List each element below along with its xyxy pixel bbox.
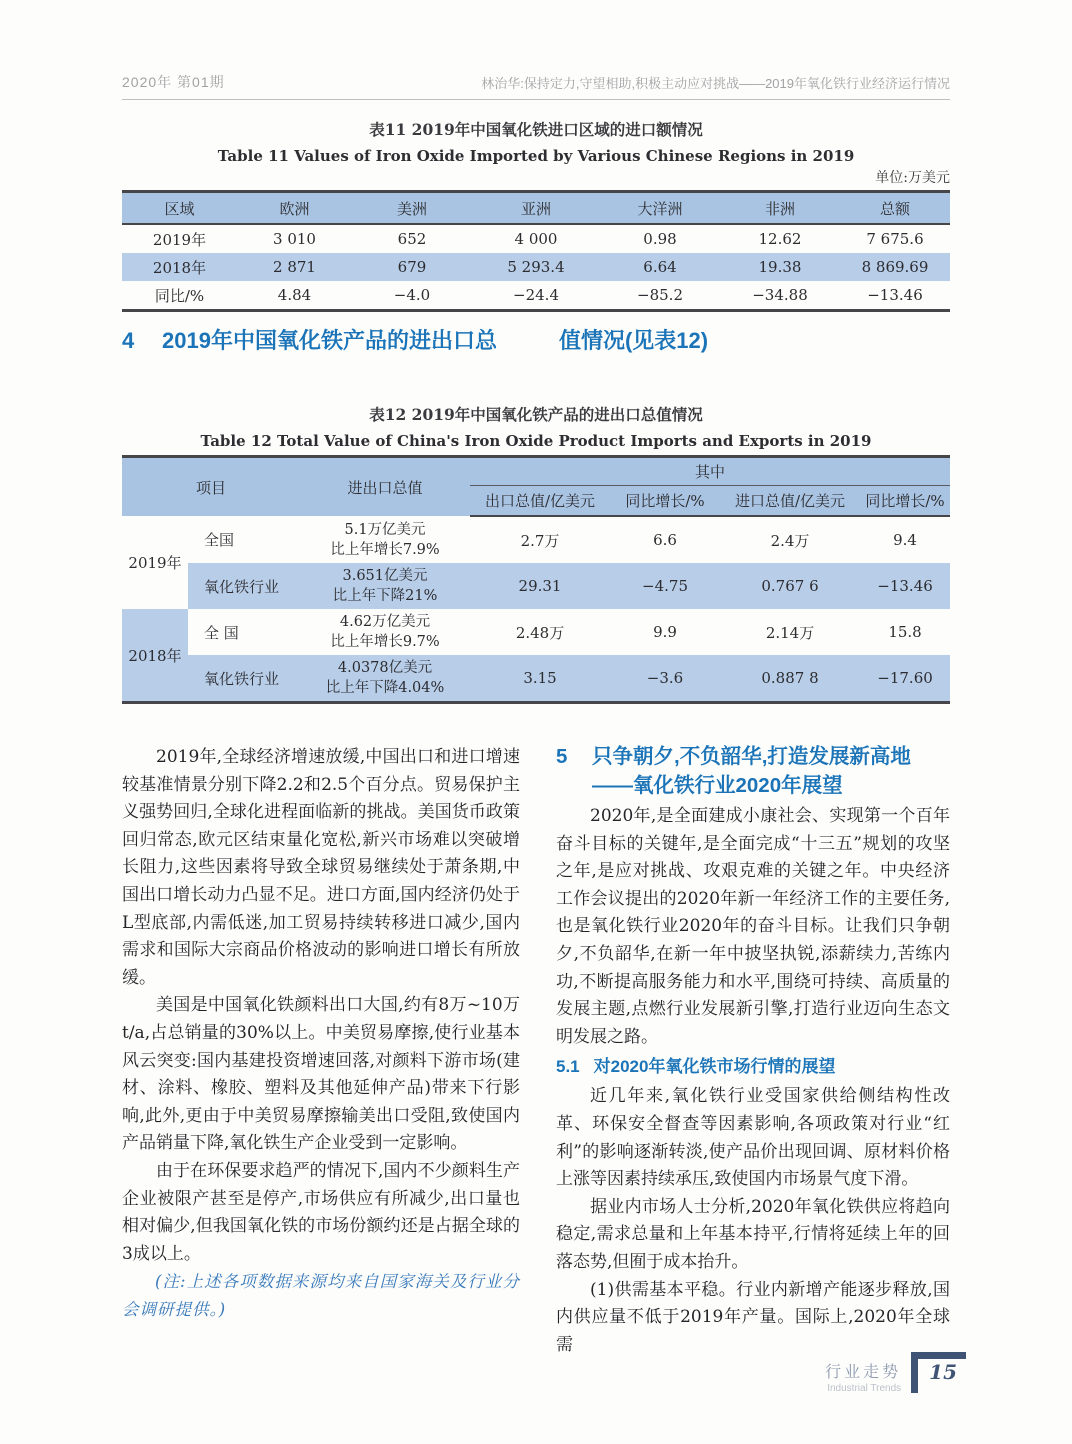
right-column	[556, 742, 950, 1359]
running-title: 林治华:保持定力,守望相助,积极主动应对挑战——2019年氧化铁行业经济运行情况	[481, 76, 950, 91]
table11-header-cell: 亚洲	[472, 192, 600, 225]
table-cell: 3 010	[273, 230, 316, 248]
table-cell: 2.14万	[765, 623, 815, 642]
footer-section-en: Industrial Trends	[827, 1383, 902, 1394]
paragraph: 据业内市场人士分析,2020年氧化铁供应将趋向稳定,需求总量和上年基本持平,行情将延续上年的回落态势,但囿于成本抬升。	[556, 1196, 950, 1272]
table-cell: 3.15	[470, 655, 610, 703]
table12-caption-en: Table 12 Total Value of China's Iron Oxide Product Imports and Exports in 2019	[200, 432, 872, 450]
paragraph: 2020年,是全面建成小康社会、实现第一个百年奋斗目标的关键年,是全面完成“十三五”规划的攻坚之年,是应对挑战、攻艰克难的关键之年。中央经济工作会议提出的2020年新一年经济工作的主要任务,也是氧化铁行业2020年的奋斗目标。让我们只争朝夕,不负韶华,在新一年中披坚执锐,添薪续力,苦练内功,不断提高服务能力和水平,围绕可持续、高质量的发展主题,点燃行业发展新引擎,打造行业迈向生态文明发展之路。	[556, 806, 950, 1047]
total-line1: 4.62万亿美元	[339, 614, 431, 630]
table-cell: 6.6	[653, 531, 677, 549]
table-cell: 0.887 8	[720, 655, 860, 703]
table11	[122, 190, 950, 312]
table11-header-cell: 总额	[840, 192, 950, 225]
table-cell: −34.88	[752, 286, 808, 304]
table-cell: −4.75	[610, 563, 720, 609]
table12-header-sub: 出口总值/亿美元	[470, 486, 610, 517]
table-cell: 0.767 6	[720, 563, 860, 609]
table-cell: −13.46	[860, 563, 950, 609]
table11-caption-cn: 表11 2019年中国氧化铁进口区域的进口额情况	[369, 120, 703, 139]
paragraph: 美国是中国氧化铁颜料出口大国,约有8万~10万t/a,占总销量的30%以上。中美贸易摩擦,使行业基本风云突变:国内基建投资增速回落,对颜料下游市场(建材、涂料、橡胶、塑料及其他延伸产品)带来下行影响,此外,更由于中美贸易摩擦输美出口受阻,致使国内产品销量下降,氧化铁生产企业受到一定影响。	[122, 995, 520, 1154]
table11-caption-en: Table 11 Values of Iron Oxide Imported by Various Chinese Regions in 2019	[217, 147, 855, 165]
table12-header-item: 项目	[122, 457, 300, 517]
table-cell-total	[300, 655, 470, 703]
paragraph: 近几年来,氧化铁行业受国家供给侧结构性改革、环保安全督查等因素影响,各项政策对行业“红利”的影响逐渐转淡,使产品价出现回调、原材料价格上涨等因素持续承压,致使国内市场景气度下滑。	[556, 1086, 951, 1190]
page-number: 15	[929, 1360, 957, 1384]
table11-caption	[122, 118, 950, 165]
table11-header-cell: 区域	[122, 192, 237, 225]
table-cell: −3.6	[610, 655, 720, 703]
table11-header-cell: 非洲	[720, 192, 840, 225]
footer-section-labels	[825, 1359, 901, 1394]
paragraph: 2019年,全球经济增速放缓,中国出口和进口增速较基准情景分别下降2.2和2.5个百分点。贸易保护主义强势回归,全球化进程面临新的挑战。美国货币政策回归常态,欧元区结束量化宽松,新兴市场难以突破增长阻力,这些因素将导致全球贸易继续处于萧条期,中国出口增长动力凸显不足。进口方面,国内经济仍处于L型底部,内需低迷,加工贸易持续转移进口减少,国内需求和国际大宗商品价格波动的影响进口增长有所放缓。	[122, 747, 520, 988]
data-source-note: (注:上述各项数据来源均来自国家海关及行业分会调研提供。)	[122, 1272, 520, 1320]
table-cell: −4.0	[393, 286, 431, 304]
table-cell-total	[300, 609, 470, 655]
table-cell-year: 2019年	[128, 554, 182, 572]
table12-row-2018-industry	[122, 655, 950, 703]
table12-header-sub: 同比增长/%	[860, 486, 950, 517]
table-cell: 29.31	[470, 563, 610, 609]
table-cell: 652	[397, 230, 427, 248]
section4-title-part1: 2019年中国氧化铁产品的进出口总	[162, 328, 497, 353]
table-cell: 4.84	[277, 286, 312, 304]
table-cell: −13.46	[867, 286, 923, 304]
table-cell: 4 000	[514, 230, 558, 248]
section4-number: 4	[122, 328, 135, 353]
table12-caption-cn: 表12 2019年中国氧化铁产品的进出口总值情况	[369, 405, 703, 424]
table-cell: 2.48万	[515, 623, 565, 642]
total-line2: 比上年增长9.7%	[330, 634, 440, 650]
table-cell-scope: 氧化铁行业	[188, 655, 300, 703]
table-cell: 5 293.4	[472, 253, 600, 281]
table-cell-total	[300, 516, 470, 563]
table11-row-2018	[122, 253, 950, 281]
table-cell: 6.64	[600, 253, 720, 281]
table-cell: 2.4万	[770, 531, 810, 550]
section5-title: 只争朝夕,不负韶华,打造发展新高地——氧化铁行业2020年展望	[592, 745, 911, 797]
table12-header-row1	[122, 457, 950, 486]
footer-section-cn: 行业走势	[825, 1364, 902, 1381]
table11-header-row	[122, 192, 950, 225]
table12-header-sub: 同比增长/%	[610, 486, 720, 517]
table12-row-2018-national	[122, 609, 950, 655]
table-cell: 同比/%	[154, 286, 205, 305]
section4-title-part2: 值情况(见表12)	[558, 328, 709, 353]
running-head	[122, 72, 950, 100]
left-column	[122, 744, 520, 1324]
table12-caption	[122, 403, 950, 450]
table-cell-year: 2018年	[122, 609, 188, 703]
table-cell: 0.98	[643, 230, 677, 248]
table-cell: 2018年	[122, 253, 237, 281]
table12-header-total: 进出口总值	[300, 457, 470, 517]
table-cell: 2 871	[237, 253, 352, 281]
table-cell: 19.38	[720, 253, 840, 281]
section51-title: 对2020年氧化铁市场行情的展望	[593, 1057, 836, 1077]
table-cell: 679	[352, 253, 472, 281]
table12-row-2019-industry	[122, 563, 950, 609]
section5-heading	[556, 742, 950, 800]
table-cell: 9.4	[893, 531, 917, 549]
total-line2: 比上年增长7.9%	[330, 541, 440, 558]
section51-heading	[556, 1052, 950, 1082]
page-number-box	[911, 1352, 966, 1393]
table-cell: −85.2	[637, 286, 683, 304]
total-line2: 比上年下降4.04%	[325, 680, 445, 696]
table-cell: −17.60	[860, 655, 950, 703]
table12-row-2019-national	[122, 516, 950, 563]
table-cell: 15.8	[888, 623, 922, 641]
table12-header-group: 其中	[470, 457, 950, 486]
paragraph: 由于在环保要求趋严的情况下,国内不少颜料生产企业被限产甚至是停产,市场供应有所减少,出口量也相对偏少,但我国氧化铁的市场份额约还是占据全球的3成以上。	[122, 1160, 520, 1264]
section51-number: 5.1	[556, 1057, 580, 1077]
table11-header-cell: 大洋洲	[600, 192, 720, 225]
table11-unit: 单位:万美元	[875, 170, 950, 186]
table12	[122, 455, 950, 704]
total-line1: 4.0378亿美元	[337, 660, 433, 676]
total-line1: 3.651亿美元	[342, 568, 428, 584]
table-cell: 2.7万	[520, 531, 560, 550]
table-cell: 7 675.6	[866, 230, 924, 248]
total-line1: 5.1万亿美元	[344, 521, 426, 538]
table-cell-scope: 全 国	[204, 623, 239, 642]
table11-header-cell: 美洲	[352, 192, 472, 225]
paragraph: (1)供需基本平稳。行业内新增产能逐步释放,国内供应量不低于2019年产量。国际上,2020年全球需	[556, 1279, 950, 1355]
table11-header-cell: 欧洲	[237, 192, 352, 225]
table-cell: −24.4	[513, 286, 559, 304]
section5-number: 5	[556, 745, 568, 768]
total-line2: 比上年下降21%	[332, 588, 438, 604]
section4-heading	[122, 326, 950, 356]
table-cell-scope: 氧化铁行业	[188, 563, 300, 609]
table-cell-total	[300, 563, 470, 609]
page-footer	[825, 1352, 966, 1394]
table-cell: 12.62	[758, 230, 802, 248]
table-cell: 9.9	[653, 623, 677, 641]
table11-row-2019	[122, 224, 950, 253]
table-cell: 8 869.69	[840, 253, 950, 281]
table-cell-scope: 全国	[204, 531, 235, 549]
table12-header-sub: 进口总值/亿美元	[720, 486, 860, 517]
issue-label: 2020年 第01期	[122, 74, 225, 90]
table11-row-yoy	[122, 281, 950, 311]
table-cell: 2019年	[152, 230, 207, 249]
